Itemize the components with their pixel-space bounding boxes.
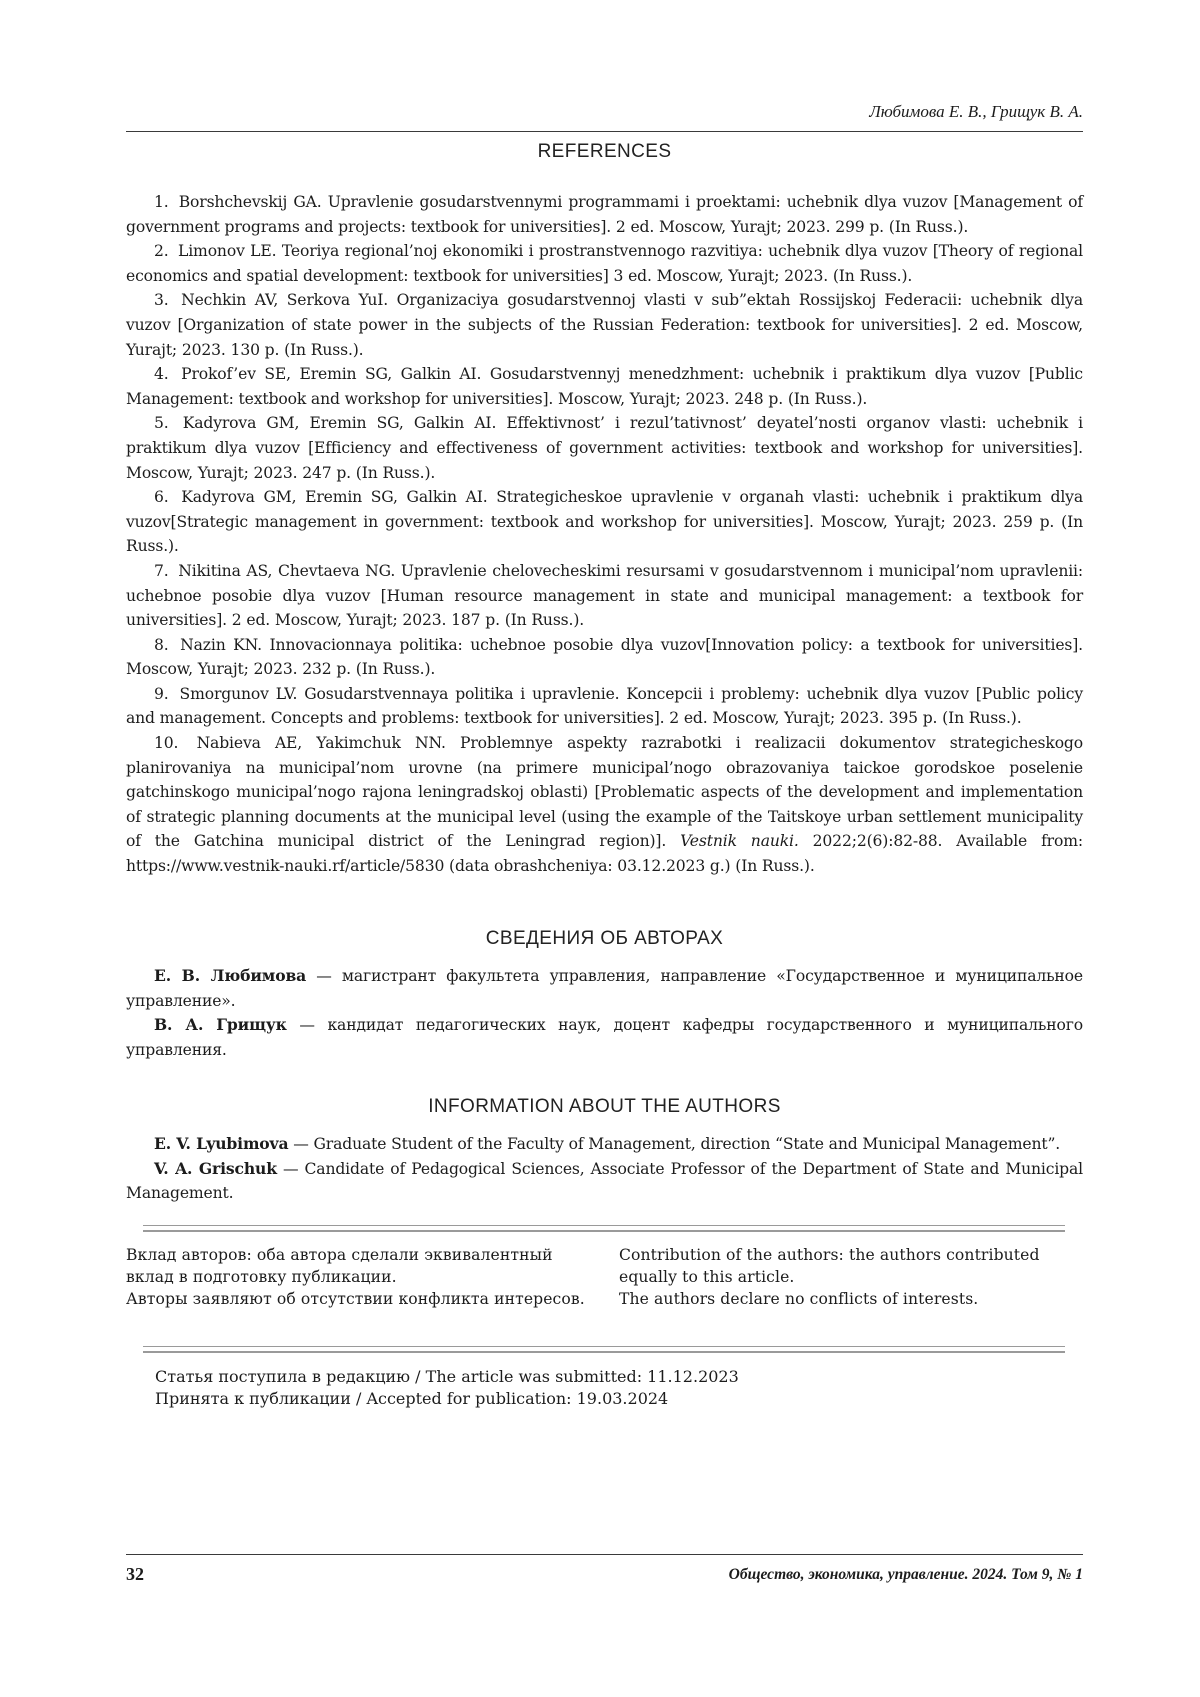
conflicts-text-ru: Авторы заявляют об отсутствии конфликта интересов.: [126, 1290, 585, 1308]
reference-number: 3.: [154, 291, 169, 310]
reference-item: [126, 633, 1083, 682]
reference-number: 7.: [154, 561, 169, 580]
article-dates: [155, 1366, 739, 1410]
reference-number: 2.: [154, 242, 169, 261]
reference-item: [126, 559, 1083, 633]
author-entry: [126, 964, 1083, 1013]
header-rule: [126, 131, 1083, 132]
reference-item: [126, 411, 1083, 485]
author-description: — Graduate Student of the Faculty of Management, direction “State and Municipal Management”.: [293, 1135, 1061, 1153]
footer-rule: [126, 1554, 1083, 1555]
reference-text: Borshchevskij GA. Upravlenie gosudarstvennymi programmami i proektami: uchebnik dlya vuzov [Management of government programs and projects: textbook for universities]. 2 ed. Moscow, Yurajt; 2023. 299 p. (In Russ.).: [126, 193, 1083, 236]
reference-item: [126, 288, 1083, 362]
authors-ru-title: СВЕДЕНИЯ ОБ АВТОРАХ: [485, 928, 724, 949]
running-head-authors: Любимова Е. В., Грищук В. А.: [869, 102, 1083, 121]
reference-text: Prokof’ev SE, Eremin SG, Galkin AI. Gosudarstvennyj menedzhment: uchebnik i praktikum dlya vuzov [Public Management: textbook and workshop for universities]. Moscow, Yurajt; 2023. 248 p. (In Russ.).: [126, 365, 1083, 408]
reference-text: Limonov LE. Teoriya regional’noj ekonomiki i prostranstvennogo razvitiya: uchebnik dlya vuzov [Theory of regional economics and spatial development: textbook for universities] 3 ed. Moscow, Yurajt; 2023. (In Russ.).: [126, 242, 1083, 285]
contribution-en: [619, 1244, 1084, 1310]
reference-item: [126, 731, 1083, 879]
contribution-text-ru: Вклад авторов: оба автора сделали эквивалентный вклад в подготовку публикации.: [126, 1246, 553, 1286]
author-description: — кандидат педагогических наук, доцент кафедры государственного и муниципального управления.: [126, 1016, 1083, 1059]
conflicts-text-en: The authors declare no conflicts of interests.: [619, 1290, 979, 1308]
author-name: Е. В. Любимова: [154, 966, 307, 985]
double-rule-bottom: [143, 1346, 1065, 1353]
reference-text: Kadyrova GM, Eremin SG, Galkin AI. Strategicheskoe upravlenie v organah vlasti: uchebnik i praktikum dlya vuzov[Strategic management in government: textbook and workshop for universities]. Moscow, Yurajt; 2023. 259 p. (In Russ.).: [126, 488, 1083, 556]
journal-citation: Общество, экономика, управление. 2024. Том 9, № 1: [728, 1566, 1083, 1583]
reference-text: Nazin KN. Innovacionnaya politika: uchebnoe posobie dlya vuzov[Innovation policy: a textbook for universities]. Moscow, Yurajt; 2023. 232 p. (In Russ.).: [126, 635, 1083, 679]
accepted-date: Принята к публикации / Accepted for publication: 19.03.2024: [155, 1389, 669, 1408]
reference-number: 9.: [154, 684, 169, 703]
reference-text: Kadyrova GM, Eremin SG, Galkin AI. Effektivnost’ i rezul’tativnost’ deyatel’nosti organov vlasti: uchebnik i praktikum dlya vuzov [Efficiency and effectiveness of government activities: textbook and workshop for universities]. Moscow, Yurajt; 2023. 247 p. (In Russ.).: [126, 414, 1083, 482]
reference-number: 10.: [154, 734, 179, 753]
author-entry: [126, 1013, 1083, 1062]
reference-item: [126, 485, 1083, 559]
references-title: REFERENCES: [537, 141, 672, 162]
reference-text: Nabieva AE, Yakimchuk NN. Problemnye aspekty razrabotki i realizacii dokumentov strategicheskogo planirovaniya na municipal’nom urovne (na primere municipal’nogo obrazovaniya taickoe gorodskoe poselenie gatchinskogo municipal’nogo rajona leningradskoj oblasti) [Problematic aspects of the development and implementation of strategic planning documents at the municipal level (using the example of the Taitskoye urban settlement municipality of the Gatchina municipal district of the Leningrad region)].: [126, 734, 1084, 851]
author-name: E. V. Lyubimova: [154, 1134, 289, 1153]
reference-number: 6.: [154, 488, 169, 507]
reference-item: [126, 239, 1083, 288]
author-description: — Candidate of Pedagogical Sciences, Associate Professor of the Department of State and Municipal Management.: [126, 1159, 1084, 1203]
reference-text: Nechkin AV, Serkova YuI. Organizaciya gosudarstvennoj vlasti v sub”ektah Rossijskoj Federacii: uchebnik dlya vuzov [Organization of state power in the subjects of the Russian Federation: textbook for universities]. 2 ed. Moscow, Yurajt; 2023. 130 p. (In Russ.).: [126, 291, 1083, 359]
reference-text-tail: 2022;2(6):82-88. Available from: https://www.vestnik-nauki.rf/article/5830 (data obrashcheniya: 03.12.2023 g.) (In Russ.).: [126, 832, 1083, 876]
reference-number: 4.: [154, 365, 169, 384]
author-entry: [126, 1132, 1083, 1157]
reference-number: 1.: [154, 193, 169, 211]
reference-item: [126, 682, 1083, 731]
double-rule-top: [143, 1225, 1065, 1232]
reference-item: [126, 362, 1083, 411]
authors-en-list: [126, 1132, 1083, 1206]
contribution-ru: [126, 1244, 588, 1310]
reference-text: Nikitina AS, Chevtaeva NG. Upravlenie chelovecheskimi resursami v gosudarstvennom i municipal’nom upravlenii: uchebnoe posobie dlya vuzov [Human resource management in state and municipal management: a textbook for universities]. 2 ed. Moscow, Yurajt; 2023. 187 p. (In Russ.).: [126, 561, 1083, 630]
authors-ru-list: [126, 964, 1083, 1062]
authors-en-title: INFORMATION ABOUT THE AUTHORS: [428, 1096, 781, 1117]
submitted-date: Статья поступила в редакцию / The article was submitted: 11.12.2023: [155, 1367, 739, 1386]
reference-text: Smorgunov LV. Gosudarstvennaya politika i upravlenie. Koncepcii i problemy: uchebnik dlya vuzov [Public policy and management. Concepts and problems: textbook for universities]. 2 ed. Moscow, Yurajt; 2023. 395 p. (In Russ.).: [126, 684, 1083, 728]
author-name: V. A. Grischuk: [154, 1158, 277, 1178]
author-description: — магистрант факультета управления, направление «Государственное и муниципальное управление».: [126, 967, 1083, 1010]
author-entry: [126, 1157, 1083, 1206]
reference-number: 8.: [154, 635, 169, 654]
page-number: 32: [126, 1564, 144, 1584]
references-list: [126, 190, 1083, 879]
reference-journal: Vestnik nauki.: [680, 832, 799, 851]
author-name: В. А. Грищук: [154, 1015, 287, 1035]
reference-number: 5.: [154, 414, 169, 433]
contribution-text-en: Contribution of the authors: the authors contributed equally to this article.: [619, 1246, 1040, 1286]
reference-item: [126, 190, 1083, 239]
